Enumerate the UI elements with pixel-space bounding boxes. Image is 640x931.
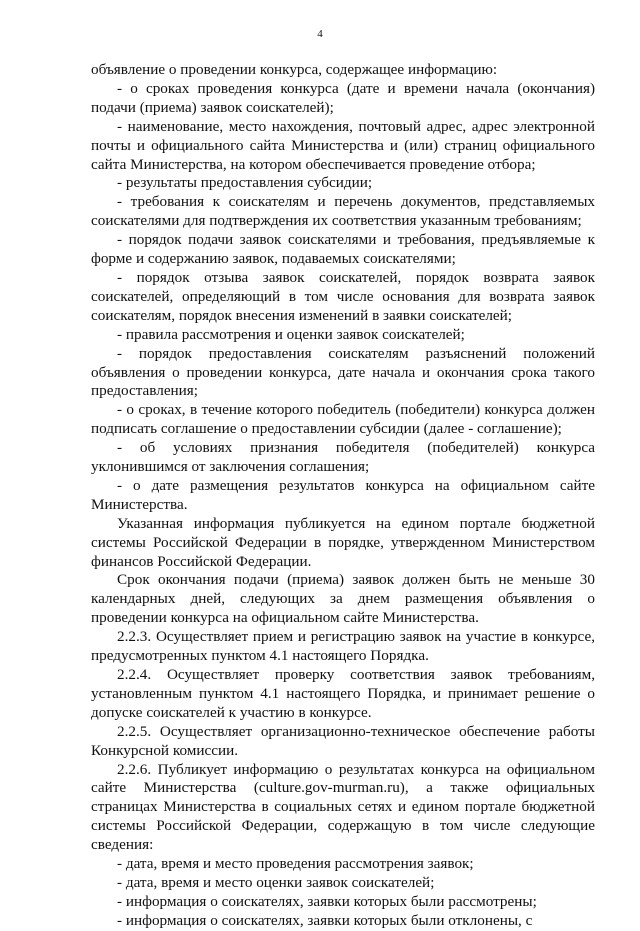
list-item: - порядок подачи заявок соискателями и требования, предъявляемые к форме и содержанию заявок, подаваемых соискателями; (91, 231, 595, 268)
clause-2-2-5: 2.2.5. Осуществляет организационно-техническое обеспечение работы Конкурсной комиссии. (91, 722, 595, 759)
list-item: - информация о соискателях, заявки которых были рассмотрены; (117, 892, 537, 910)
clause-2-2-4: 2.2.4. Осуществляет проверку соответствия заявок требованиям, установленным пунктом 4.1 настоящего Порядка, и принимает решение о допуске соискателей к участию в конкурсе. (91, 666, 595, 721)
clause-2-2-6: 2.2.6. Публикует информацию о результатах конкурса на официальном сайте Министерства (culture.gov-murman.ru), а также официальных страницах Министерства в социальных сетях и едином портале бюджетной системы Российской Федерации, содержащую в том числе следующие сведения: (91, 760, 595, 854)
paragraph: объявление о проведении конкурса, содержащее информацию: (91, 61, 498, 78)
page-number: 4 (317, 28, 323, 40)
list-item: - результаты предоставления субсидии; (117, 174, 373, 192)
document-body (91, 61, 595, 931)
list-item: - о сроках, в течение которого победитель (победители) конкурса должен подписать соглашение о предоставлении субсидии (далее - соглашение); (91, 401, 595, 438)
paragraph: Срок окончания подачи (приема) заявок должен быть не меньше 30 календарных дней, следующих за днем размещения объявления о проведении конкурса на официальном сайте Министерства. (91, 571, 595, 627)
list-item: - наименование, место нахождения, почтовый адрес, адрес электронной почты и официального сайта Министерства и (или) страниц официального сайта Министерства, на котором обеспечивается проведение отбора; (91, 117, 595, 173)
paragraph: Указанная информация публикуется на едином портале бюджетной системы Российской Федерации в порядке, утвержденном Министерством финансов Российской Федерации. (91, 514, 595, 570)
list-item: - порядок отзыва заявок соискателей, порядок возврата заявок соискателей, определяющий в том числе основания для возврата заявок соискателям, порядок внесения изменений в заявки соискателей; (91, 268, 595, 324)
list-item: - информация о соискателях, заявки которых были отклонены, с (117, 911, 533, 929)
list-item: - о сроках проведения конкурса (дате и времени начала (окончания) подачи (приема) заявок соискателей); (91, 79, 595, 116)
clause-2-2-3: 2.2.3. Осуществляет прием и регистрацию заявок на участие в конкурсе, предусмотренных пунктом 4.1 настоящего Порядка. (91, 628, 595, 665)
list-item: - требования к соискателям и перечень документов, представляемых соискателями для подтверждения их соответствия указанным требованиям; (91, 193, 595, 230)
list-item: - о дате размещения результатов конкурса на официальном сайте Министерства. (91, 476, 595, 513)
list-item: - об условиях признания победителя (победителей) конкурса уклонившимся от заключения соглашения; (91, 439, 595, 476)
list-item: - правила рассмотрения и оценки заявок соискателей; (117, 325, 465, 343)
list-item: - дата, время и место оценки заявок соискателей; (117, 873, 435, 891)
list-item: - порядок предоставления соискателям разъяснений положений объявления о проведении конкурса, дате начала и окончания срока такого предоставления; (91, 344, 595, 400)
list-item: - дата, время и место проведения рассмотрения заявок; (117, 855, 474, 873)
